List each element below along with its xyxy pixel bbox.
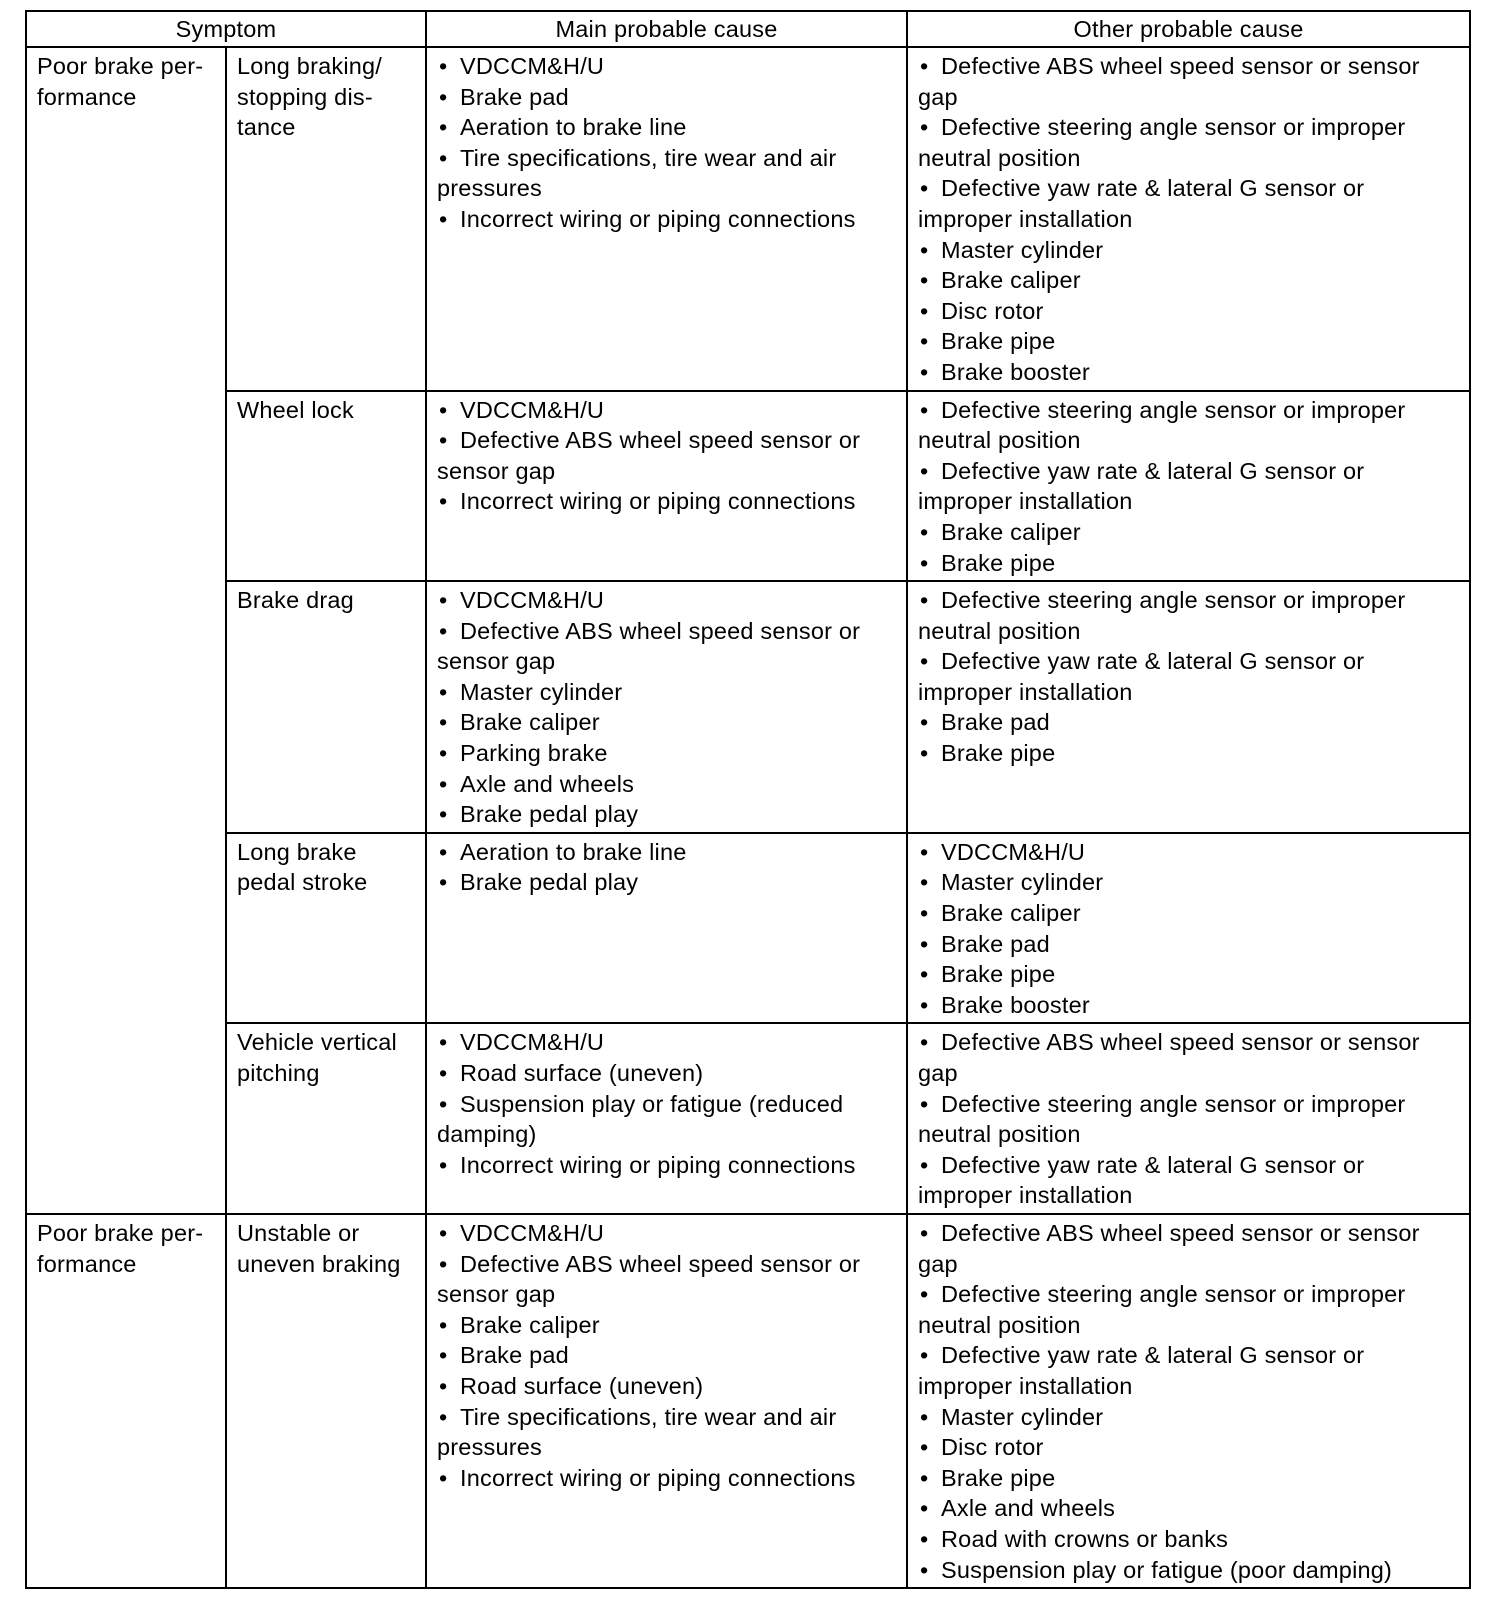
cause-text: Master cylinder xyxy=(460,678,623,705)
symptom-group-label: Poor brake per- formance xyxy=(37,1219,204,1277)
cause-text: Road surface (uneven) xyxy=(460,1372,704,1399)
cause-text: Defective ABS wheel speed sensor or sensor gap xyxy=(918,1219,1420,1277)
cause-text: Defective ABS wheel speed sensor or sensor gap xyxy=(437,1250,861,1308)
list-item xyxy=(437,1463,896,1494)
cause-text: Brake caliper xyxy=(941,518,1081,545)
main-cause-cell xyxy=(426,1023,907,1214)
other-cause-list xyxy=(918,585,1459,769)
list-item xyxy=(437,82,896,113)
header-other-cause: Other probable cause xyxy=(907,11,1470,47)
list-item xyxy=(437,1058,896,1089)
list-item xyxy=(437,425,896,486)
list-item xyxy=(918,517,1459,548)
symptom-group-label: Poor brake per- formance xyxy=(37,53,204,110)
list-item xyxy=(437,616,896,677)
cause-text: Road with crowns or banks xyxy=(941,1525,1229,1552)
cause-text: Master cylinder xyxy=(941,236,1104,263)
list-item xyxy=(918,1279,1459,1340)
other-cause-list xyxy=(918,51,1459,388)
sub-symptom-cell xyxy=(226,47,426,391)
list-item xyxy=(918,326,1459,357)
cause-text: Brake pad xyxy=(460,1342,569,1369)
list-item xyxy=(437,143,896,204)
sub-symptom-cell xyxy=(226,391,426,582)
list-item xyxy=(918,265,1459,296)
cause-text: Incorrect wiring or piping connections xyxy=(460,205,856,232)
list-item xyxy=(918,1027,1459,1088)
table-row xyxy=(26,391,1470,582)
cause-text: Brake pedal play xyxy=(460,869,639,896)
cause-text: Defective steering angle sensor or improper neutral position xyxy=(918,587,1406,644)
cause-text: Aeration to brake line xyxy=(460,838,687,865)
list-item xyxy=(437,837,896,868)
list-item xyxy=(918,1402,1459,1433)
list-item xyxy=(437,1371,896,1402)
list-item xyxy=(918,867,1459,898)
list-item xyxy=(918,738,1459,769)
cause-text: Brake pipe xyxy=(941,961,1056,988)
cause-text: Axle and wheels xyxy=(460,770,635,797)
cause-text: Brake pipe xyxy=(941,1464,1056,1491)
cause-text: Parking brake xyxy=(460,740,608,767)
cause-text: Brake booster xyxy=(941,358,1090,385)
cause-text: Road surface (uneven) xyxy=(460,1060,704,1086)
sub-symptom-label: Unstable or uneven braking xyxy=(237,1219,401,1277)
other-cause-cell xyxy=(907,391,1470,582)
other-cause-list xyxy=(918,1218,1459,1585)
list-item xyxy=(918,929,1459,960)
main-cause-list xyxy=(437,585,896,830)
sub-symptom-cell xyxy=(226,1214,426,1588)
list-item xyxy=(918,837,1459,868)
sub-symptom-label: Long brake pedal stroke xyxy=(237,838,368,896)
header-main-cause: Main probable cause xyxy=(426,11,907,47)
cause-text: Tire specifications, tire wear and air pressures xyxy=(437,1403,837,1461)
list-item xyxy=(918,357,1459,388)
other-cause-list xyxy=(918,1027,1459,1211)
list-item xyxy=(437,1402,896,1463)
list-item xyxy=(437,204,896,235)
cause-text: Brake pad xyxy=(941,930,1050,957)
list-item xyxy=(437,486,896,517)
other-cause-cell xyxy=(907,833,1470,1024)
cause-text: VDCCM&H/U xyxy=(460,1219,605,1246)
cause-text: Brake booster xyxy=(941,991,1090,1018)
list-item xyxy=(918,1150,1459,1211)
list-item xyxy=(918,646,1459,707)
cause-text: Defective ABS wheel speed sensor or sensor gap xyxy=(437,617,861,675)
list-item xyxy=(437,395,896,426)
table-row xyxy=(26,581,1470,833)
list-item xyxy=(918,1493,1459,1524)
cause-text: Incorrect wiring or piping connections xyxy=(460,1151,856,1178)
main-cause-list xyxy=(437,395,896,517)
other-cause-cell xyxy=(907,581,1470,833)
cause-text: VDCCM&H/U xyxy=(460,53,605,79)
list-item xyxy=(918,1218,1459,1279)
cause-text: Suspension play or fatigue (reduced damping) xyxy=(437,1090,844,1148)
main-cause-list xyxy=(437,1027,896,1180)
list-item xyxy=(437,677,896,708)
main-cause-cell xyxy=(426,47,907,391)
cause-text: Brake pad xyxy=(460,83,569,110)
list-item xyxy=(918,395,1459,456)
list-item xyxy=(437,1310,896,1341)
main-cause-cell xyxy=(426,833,907,1024)
symptom-group-cell xyxy=(26,47,226,1214)
cause-text: Master cylinder xyxy=(941,869,1104,896)
list-item xyxy=(437,1027,896,1058)
cause-text: Aeration to brake line xyxy=(460,114,687,141)
list-item xyxy=(918,235,1459,266)
main-cause-cell xyxy=(426,581,907,833)
list-item xyxy=(918,1524,1459,1555)
list-item xyxy=(437,1340,896,1371)
list-item xyxy=(437,707,896,738)
list-item xyxy=(918,898,1459,929)
sub-symptom-label: Wheel lock xyxy=(237,396,354,423)
list-item xyxy=(437,769,896,800)
cause-text: Brake caliper xyxy=(460,709,600,736)
list-item xyxy=(918,1555,1459,1586)
cause-text: VDCCM&H/U xyxy=(460,396,605,423)
cause-text: Brake pipe xyxy=(941,740,1056,767)
list-item xyxy=(918,296,1459,327)
cause-text: Defective yaw rate & lateral G sensor or improper installation xyxy=(918,457,1365,515)
symptom-cause-table xyxy=(25,10,1471,1589)
sub-symptom-label: Vehicle vertical pitching xyxy=(237,1029,397,1086)
cause-text: Tire specifications, tire wear and air pressures xyxy=(437,144,837,202)
cause-text: VDCCM&H/U xyxy=(460,587,605,614)
table-row xyxy=(26,47,1470,391)
cause-text: Defective yaw rate & lateral G sensor or improper installation xyxy=(918,1342,1365,1399)
cause-text: Defective steering angle sensor or improper neutral position xyxy=(918,114,1406,171)
list-item xyxy=(437,585,896,616)
cause-text: Defective ABS wheel speed sensor or sensor gap xyxy=(918,53,1420,110)
cause-text: Brake pad xyxy=(941,709,1050,736)
main-cause-cell xyxy=(426,1214,907,1588)
cause-text: Incorrect wiring or piping connections xyxy=(460,1464,856,1491)
table-row xyxy=(26,833,1470,1024)
cause-text: Defective steering angle sensor or improper neutral position xyxy=(918,396,1406,454)
header-symptom: Symptom xyxy=(26,11,426,47)
cause-text: Brake caliper xyxy=(460,1311,600,1338)
cause-text: Defective yaw rate & lateral G sensor or improper installation xyxy=(918,648,1365,705)
list-item xyxy=(918,1089,1459,1150)
list-item xyxy=(437,51,896,82)
main-cause-list xyxy=(437,837,896,898)
cause-text: Disc rotor xyxy=(941,297,1044,324)
cause-text: Master cylinder xyxy=(941,1403,1104,1430)
list-item xyxy=(437,112,896,143)
table-row xyxy=(26,1214,1470,1588)
cause-text: Brake pipe xyxy=(941,328,1056,355)
sub-symptom-cell xyxy=(226,581,426,833)
list-item xyxy=(437,1089,896,1150)
list-item xyxy=(918,1340,1459,1401)
cause-text: Incorrect wiring or piping connections xyxy=(460,488,856,515)
other-cause-cell xyxy=(907,1214,1470,1588)
list-item xyxy=(918,990,1459,1021)
list-item xyxy=(437,1218,896,1249)
list-item xyxy=(918,1432,1459,1463)
list-item xyxy=(918,548,1459,579)
table-row xyxy=(26,1023,1470,1214)
other-cause-cell xyxy=(907,1023,1470,1214)
cause-text: Suspension play or fatigue (poor damping) xyxy=(941,1556,1393,1583)
sub-symptom-label: Long braking/ stopping dis- tance xyxy=(237,53,383,141)
cause-text: Defective yaw rate & lateral G sensor or improper installation xyxy=(918,175,1365,232)
sub-symptom-label: Brake drag xyxy=(237,587,354,614)
other-cause-list xyxy=(918,837,1459,1021)
cause-text: Defective ABS wheel speed sensor or sensor gap xyxy=(437,427,861,484)
main-cause-cell xyxy=(426,391,907,582)
header-row xyxy=(26,11,1470,47)
cause-text: VDCCM&H/U xyxy=(941,838,1086,865)
sub-symptom-cell xyxy=(226,1023,426,1214)
cause-text: Brake caliper xyxy=(941,900,1081,927)
cause-text: Axle and wheels xyxy=(941,1495,1116,1522)
cause-text: Defective ABS wheel speed sensor or sensor gap xyxy=(918,1029,1420,1086)
cause-text: Defective yaw rate & lateral G sensor or improper installation xyxy=(918,1151,1365,1209)
other-cause-cell xyxy=(907,47,1470,391)
symptom-group-cell xyxy=(26,1214,226,1588)
list-item xyxy=(437,867,896,898)
list-item xyxy=(437,799,896,830)
cause-text: VDCCM&H/U xyxy=(460,1029,605,1056)
list-item xyxy=(918,173,1459,234)
list-item xyxy=(918,51,1459,112)
cause-text: Disc rotor xyxy=(941,1434,1044,1461)
list-item xyxy=(918,585,1459,646)
list-item xyxy=(437,1249,896,1310)
list-item xyxy=(918,1463,1459,1494)
list-item xyxy=(437,738,896,769)
list-item xyxy=(918,456,1459,517)
other-cause-list xyxy=(918,395,1459,579)
list-item xyxy=(918,959,1459,990)
cause-text: Brake pipe xyxy=(941,549,1056,576)
cause-text: Defective steering angle sensor or improper neutral position xyxy=(918,1281,1406,1338)
list-item xyxy=(918,112,1459,173)
cause-text: Brake pedal play xyxy=(460,801,639,828)
sub-symptom-cell xyxy=(226,833,426,1024)
table-body xyxy=(26,47,1470,1588)
main-cause-list xyxy=(437,51,896,235)
cause-text: Defective steering angle sensor or improper neutral position xyxy=(918,1090,1406,1148)
cause-text: Brake caliper xyxy=(941,267,1081,294)
list-item xyxy=(918,707,1459,738)
main-cause-list xyxy=(437,1218,896,1493)
list-item xyxy=(437,1150,896,1181)
